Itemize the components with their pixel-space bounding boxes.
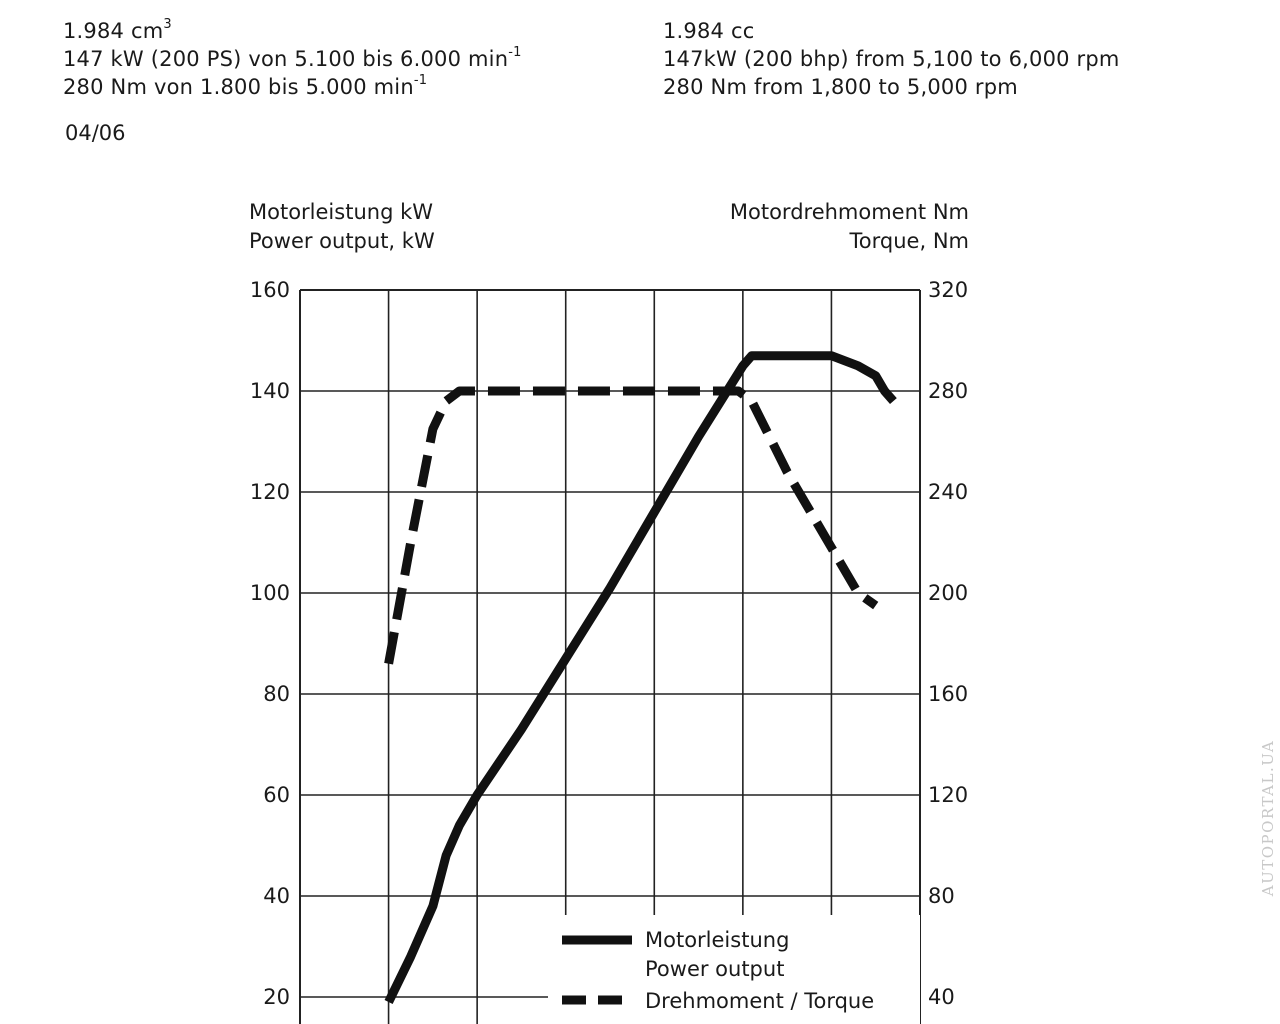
watermark: AUTOPORTAL.UA [1259,739,1277,897]
torque-series-line [389,391,876,664]
left-axis-tick-label: 20 [263,985,290,1009]
right-axis-tick-label: 200 [928,581,969,605]
left-axis-tick-label: 100 [249,581,290,605]
left-axis-tick-label: 40 [263,884,290,908]
power-series-line [389,356,894,1002]
right-axis-tick-label: 80 [928,884,955,908]
left-axis-title-line-2: Power output, kW [249,229,435,253]
left-axis-tick-label: 140 [249,379,290,403]
right-axis-tick-label: 40 [928,985,955,1009]
left-axis-tick-label: 60 [263,783,290,807]
right-axis-tick-label: 160 [928,682,969,706]
legend-label-power: Power output [645,957,785,981]
legend-label-power: Motorleistung [645,928,790,952]
right-axis-title-line-1: Motordrehmoment Nm [729,200,969,224]
spec-en-power: 147kW (200 bhp) from 5,100 to 6,000 rpm [663,47,1120,71]
legend-label-torque: Drehmoment / Torque [645,989,875,1013]
spec-de-displacement-superscript: 3 [163,17,172,32]
left-axis-tick-label: 160 [249,278,290,302]
chart-series [389,356,894,1002]
right-axis-tick-label: 320 [928,278,969,302]
date-code: 04/06 [65,121,126,145]
right-axis-tick-label: 120 [928,783,969,807]
spec-de-power-superscript: -1 [508,45,522,60]
left-axis-tick-label: 120 [249,480,290,504]
left-axis-title-line-1: Motorleistung kW [249,200,433,224]
right-axis-tick-label: 240 [928,480,969,504]
chart-legend [548,915,920,1024]
spec-en-torque: 280 Nm from 1,800 to 5,000 rpm [663,75,1018,99]
right-axis-tick-label: 280 [928,379,969,403]
spec-en-displacement: 1.984 cc [663,19,755,43]
spec-de-torque-superscript: -1 [413,73,428,88]
left-axis-tick-label: 80 [263,682,290,706]
right-axis-title-line-2: Torque, Nm [849,229,969,253]
spec-de-displacement-text: 1.984 cm [63,19,164,43]
spec-de-torque-text: 280 Nm von 1.800 bis 5.000 min [63,75,414,99]
spec-de-power-text: 147 kW (200 PS) von 5.100 bis 6.000 min [63,47,509,71]
